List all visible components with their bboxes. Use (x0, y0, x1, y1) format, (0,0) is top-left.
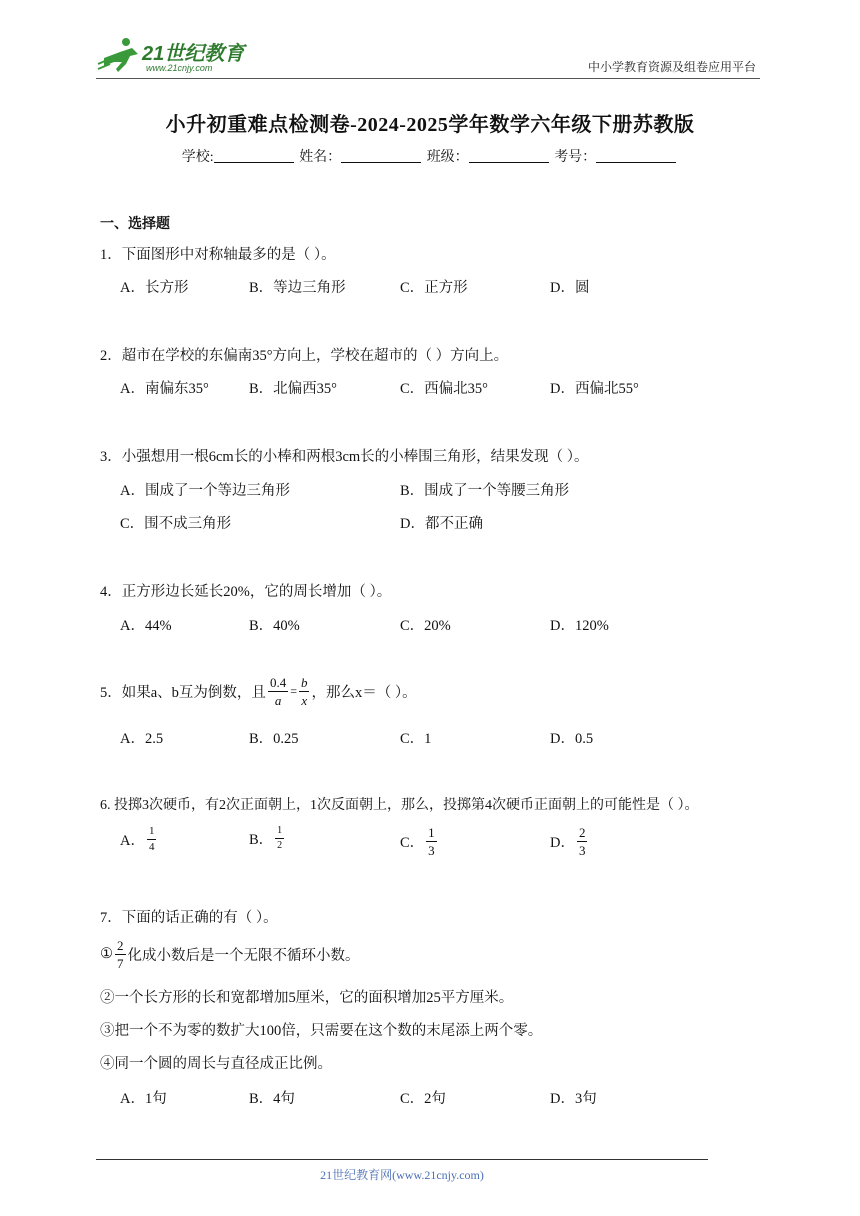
footer-divider (96, 1159, 708, 1160)
q7-statement-2: ②一个长方形的长和宽都增加5厘米，它的面积增加25平方厘米。 (100, 990, 514, 1006)
q7-s1-fraction (115, 939, 126, 970)
q3-option-d: D．都不正确 (400, 516, 483, 532)
q6-c-bar (426, 841, 437, 842)
q6-option-c (400, 826, 439, 857)
q5-option-b: B．0.25 (249, 731, 299, 747)
q6-option-d (550, 826, 589, 857)
number-label: 考号： (554, 150, 597, 165)
class-blank (469, 148, 549, 163)
q7-statement-4: ④同一个圆的周长与直径成正比例。 (100, 1056, 332, 1072)
q6-option-b-fraction (275, 826, 284, 851)
q7-s1-denominator: 7 (117, 956, 124, 971)
school-label: 学校: (181, 150, 214, 165)
q6-d-numerator: 2 (578, 825, 586, 840)
header-tagline: 中小学教育资源及组卷应用平台 (587, 60, 756, 74)
q7-option-d: D．3句 (550, 1091, 597, 1107)
question-1: 1．下面图形中对称轴最多的是（ ）。 (100, 247, 336, 263)
q6-c-numerator: 1 (428, 825, 435, 840)
question-3: 3．小强想用一根6cm长的小棒和两根3cm长的小棒围三角形，结果发现（ ）。 (100, 449, 589, 465)
q6-b-denominator: 2 (277, 840, 283, 851)
logo (96, 36, 266, 76)
q5-stem-post: ，那么x＝（ ）。 (311, 685, 417, 701)
q5-f1-numerator: 0.4 (269, 675, 287, 690)
q5-f1-bar (268, 691, 288, 692)
q6-b-numerator: 1 (277, 825, 283, 836)
name-blank (341, 148, 421, 163)
q2-option-b: B．北偏西35° (249, 381, 337, 397)
q6-d-bar (577, 841, 588, 842)
footer-link[interactable]: 21世纪教育网(www.21cnjy.com) (320, 1168, 484, 1182)
number-blank (596, 148, 676, 163)
q5-equals: = (290, 684, 297, 698)
q5-f2-denominator: x (301, 693, 308, 708)
q7-s1-marker: ① (100, 946, 113, 962)
q4-option-a: A．44% (120, 618, 172, 634)
q3-option-b: B．围成了一个等腰三角形 (400, 483, 570, 499)
q1-option-c: C．正方形 (400, 280, 468, 296)
school-blank (214, 148, 294, 163)
q6-option-d-label: D． (550, 835, 575, 851)
q6-option-a-label: A． (120, 833, 145, 849)
page-header (96, 34, 760, 79)
section-heading: 一、选择题 (100, 217, 170, 232)
logo-text: 21世纪教育 (142, 43, 245, 65)
question-4: 4．正方形边长延长20%，它的周长增加（ ）。 (100, 584, 392, 600)
q7-s1-text: 化成小数后是一个无限不循环小数。 (127, 948, 360, 964)
class-label: 班级： (426, 150, 469, 165)
q5-f1-denominator: a (274, 693, 282, 708)
q5-stem-pre: 5．如果a、b互为倒数，且 (100, 685, 266, 701)
page-title: 小升初重难点检测卷-2024-2025学年数学六年级下册苏教版 (165, 114, 695, 136)
q6-option-c-label: C． (400, 835, 425, 851)
q2-option-d: D．西偏北55° (550, 381, 639, 397)
q6-option-d-fraction (577, 826, 588, 857)
question-5 (100, 676, 417, 707)
q3-option-a: A．围成了一个等边三角形 (120, 483, 290, 499)
q6-option-b (249, 826, 286, 851)
q4-option-d: D．120% (550, 618, 609, 634)
q1-option-b: B．等边三角形 (249, 280, 346, 296)
q2-option-a: A．南偏东35° (120, 381, 209, 397)
q6-option-b-label: B． (249, 832, 274, 848)
q1-option-d: D．圆 (550, 280, 590, 296)
q5-f2-bar (299, 691, 310, 692)
q6-d-denominator: 3 (578, 843, 586, 858)
q3-option-c: C．围不成三角形 (120, 516, 232, 532)
question-6: 6. 投掷3次硬币，有2次正面朝上，1次反面朝上，那么，投掷第4次硬币正面朝上的可能性是（ ）。 (100, 798, 699, 813)
q6-a-denominator: 4 (148, 841, 155, 853)
q7-option-b: B．4句 (249, 1091, 295, 1107)
q7-option-c: C．2句 (400, 1091, 446, 1107)
q2-option-c: C．西偏北35° (400, 381, 488, 397)
q7-statement-3: ③把一个不为零的数扩大100倍，只需要在这个数的末尾添上两个零。 (100, 1023, 543, 1039)
q4-option-c: C．20% (400, 618, 451, 634)
q6-c-denominator: 3 (428, 843, 435, 858)
q7-statement-1 (100, 939, 360, 970)
q6-a-numerator: 1 (148, 825, 155, 837)
name-label: 姓名： (299, 150, 342, 165)
q6-b-bar (275, 838, 284, 839)
q5-fraction-1 (268, 676, 288, 707)
q5-option-c: C．1 (400, 731, 432, 747)
q5-fraction-2 (299, 676, 310, 707)
q6-option-a (120, 826, 158, 853)
q6-option-c-fraction (426, 826, 437, 857)
logo-url: www.21cnjy.com (146, 63, 213, 73)
question-2: 2．超市在学校的东偏南35°方向上，学校在超市的（ ）方向上。 (100, 348, 509, 364)
student-info (0, 146, 860, 166)
q4-option-b: B．40% (249, 618, 300, 634)
q5-option-d: D．0.5 (550, 731, 594, 747)
q5-f2-numerator: b (300, 675, 308, 690)
q5-option-a: A．2.5 (120, 731, 164, 747)
q7-option-a: A．1句 (120, 1091, 167, 1107)
q6-a-bar (147, 839, 157, 840)
q6-option-a-fraction (147, 826, 157, 853)
q1-option-a: A．长方形 (120, 280, 189, 296)
q7-s1-bar (115, 954, 126, 955)
q7-s1-numerator: 2 (117, 938, 124, 953)
question-7: 7．下面的话正确的有（ ）。 (100, 910, 278, 926)
